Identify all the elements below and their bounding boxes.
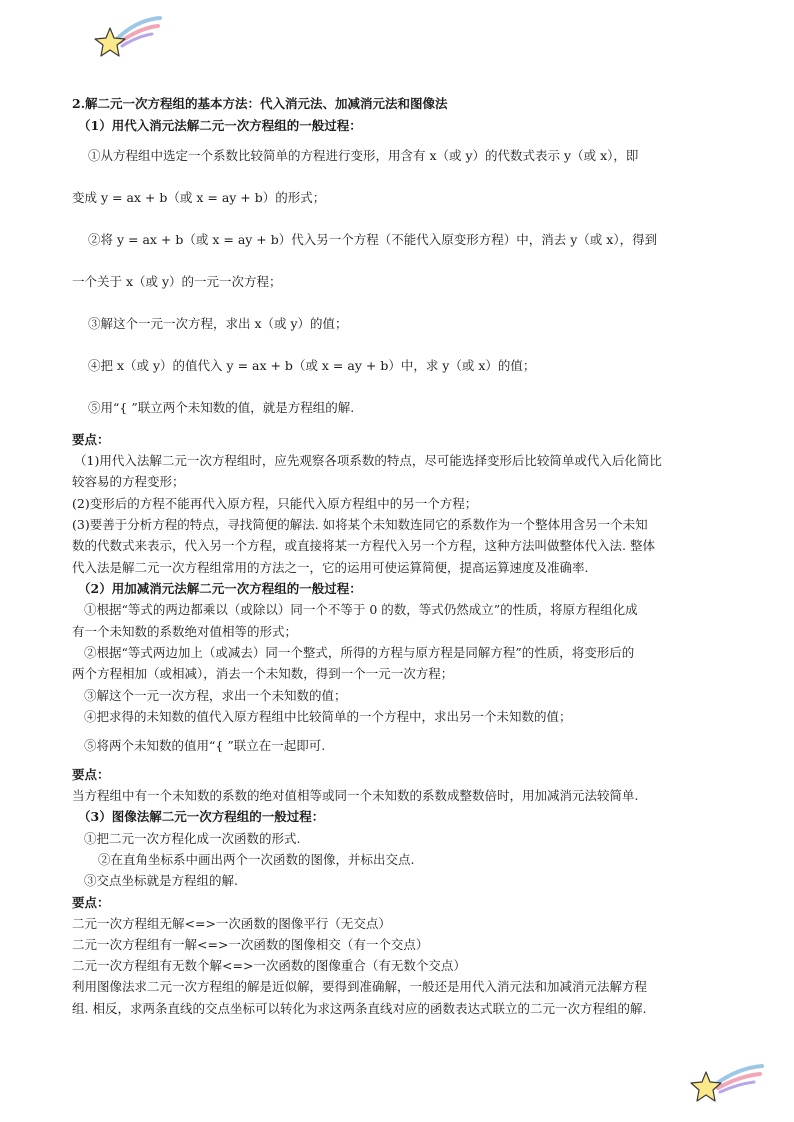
s1-step2-line2: 一个关于 x（或 y）的一元一次方程； bbox=[72, 274, 282, 289]
key2-title: 要点： bbox=[72, 767, 110, 782]
s2-step2-line2: 两个方程相加（或相减），消去一个未知数，得到一个一元一次方程； bbox=[72, 666, 454, 681]
key2-line1: 当方程组中有一个未知数的系数的绝对值相等或同一个未知数的系数成整数倍时，用加减消元法较简单. bbox=[72, 788, 639, 803]
s2-step1-line1: ①根据“等式的两边都乘以（或除以）同一个不等于 0 的数，等式仍然成立”的性质，将原方程组化成 bbox=[84, 602, 638, 617]
s2-step3: ③解这个一元一次方程，求出一个未知数的值； bbox=[84, 688, 347, 703]
s3-step3: ③交点坐标就是方程组的解. bbox=[84, 873, 238, 888]
s3-step2: ②在直角坐标系中画出两个一次函数的图像，并标出交点. bbox=[98, 852, 415, 867]
key1-line6: 代入法是解二元一次方程组常用的方法之一，它的运用可使运算简便，提高运算速度及准确率. bbox=[72, 560, 589, 575]
s1-step4: ④把 x（或 y）的值代入 y = ax + b（或 x = ay + b）中，求 y（或 x）的值； bbox=[88, 358, 536, 373]
s2-step5: ⑤将两个未知数的值用“{ ”联立在一起即可. bbox=[84, 738, 326, 753]
key3-line2: 二元一次方程组有一解<=>一次函数的图像相交（有一个交点） bbox=[72, 937, 429, 952]
s1-step2-line1: ②将 y = ax + b（或 x = ay + b）代入另一个方程（不能代入原变形方程）中，消去 y（或 x），得到 bbox=[88, 232, 658, 247]
s2-step4: ④把求得的未知数的值代入原方程组中比较简单的一个方程中，求出另一个未知数的值； bbox=[84, 709, 572, 724]
s1-step1-line1: ①从方程组中选定一个系数比较简单的方程进行变形，用含有 x（或 y）的代数式表示 y（或 x），即 bbox=[88, 148, 639, 163]
key1-line3: (2)变形后的方程不能再代入原方程，只能代入原方程组中的另一个方程； bbox=[72, 496, 478, 511]
subsection-2-title: （2）用加减消元法解二元一次方程组的一般过程： bbox=[78, 581, 362, 596]
key3-line4: 利用图像法求二元一次方程组的解是近似解，要得到准确解，一般还是用代入消元法和加减消元法解方程 bbox=[72, 979, 648, 994]
section-title: 2.解二元一次方程组的基本方法：代入消元法、加减消元法和图像法 bbox=[72, 96, 448, 111]
s1-step5: ⑤用“{ ”联立两个未知数的值，就是方程组的解. bbox=[88, 400, 355, 415]
key1-line5: 数的代数式来表示，代入另一个方程，或直接将某一方程代入另一个方程，这种方法叫做整体代入法. 整体 bbox=[72, 538, 655, 553]
star-icon bbox=[686, 1062, 764, 1106]
s2-step1-line2: 有一个未知数的系数绝对值相等的形式； bbox=[72, 624, 298, 639]
key3-line1: 二元一次方程组无解<=>一次函数的图像平行（无交点） bbox=[72, 916, 391, 931]
key3-line3: 二元一次方程组有无数个解<=>一次函数的图像重合（有无数个交点） bbox=[72, 958, 466, 973]
key3-title: 要点： bbox=[72, 895, 110, 910]
subsection-3-title: （3）图像法解二元一次方程组的一般过程： bbox=[78, 809, 325, 824]
subsection-1-title: （1）用代入消元法解二元一次方程组的一般过程： bbox=[78, 118, 362, 133]
star-icon bbox=[92, 14, 162, 58]
key1-line2: 较容易的方程变形； bbox=[72, 474, 185, 489]
key1-line1: （1)用代入法解二元一次方程组时，应先观察各项系数的特点，尽可能选择变形后比较简单或代入后化简比 bbox=[74, 453, 662, 468]
key1-title: 要点： bbox=[72, 432, 110, 447]
s1-step3: ③解这个一元一次方程，求出 x（或 y）的值； bbox=[88, 316, 348, 331]
key3-line5: 组. 相反，求两条直线的交点坐标可以转化为求这两条直线对应的函数表达式联立的二元一次方程组的解. bbox=[72, 1001, 647, 1016]
key1-line4: (3)要善于分析方程的特点，寻找简便的解法. 如将某个未知数连同它的系数作为一个整体用含另一个未知 bbox=[72, 517, 648, 532]
s3-step1: ①把二元一次方程化成一次函数的形式. bbox=[84, 831, 301, 846]
s1-step1-line2: 变成 y = ax + b（或 x = ay + b）的形式； bbox=[72, 190, 326, 205]
s2-step2-line1: ②根据“等式两边加上（或减去）同一个整式，所得的方程与原方程是同解方程”的性质，将变形后的 bbox=[84, 645, 635, 660]
